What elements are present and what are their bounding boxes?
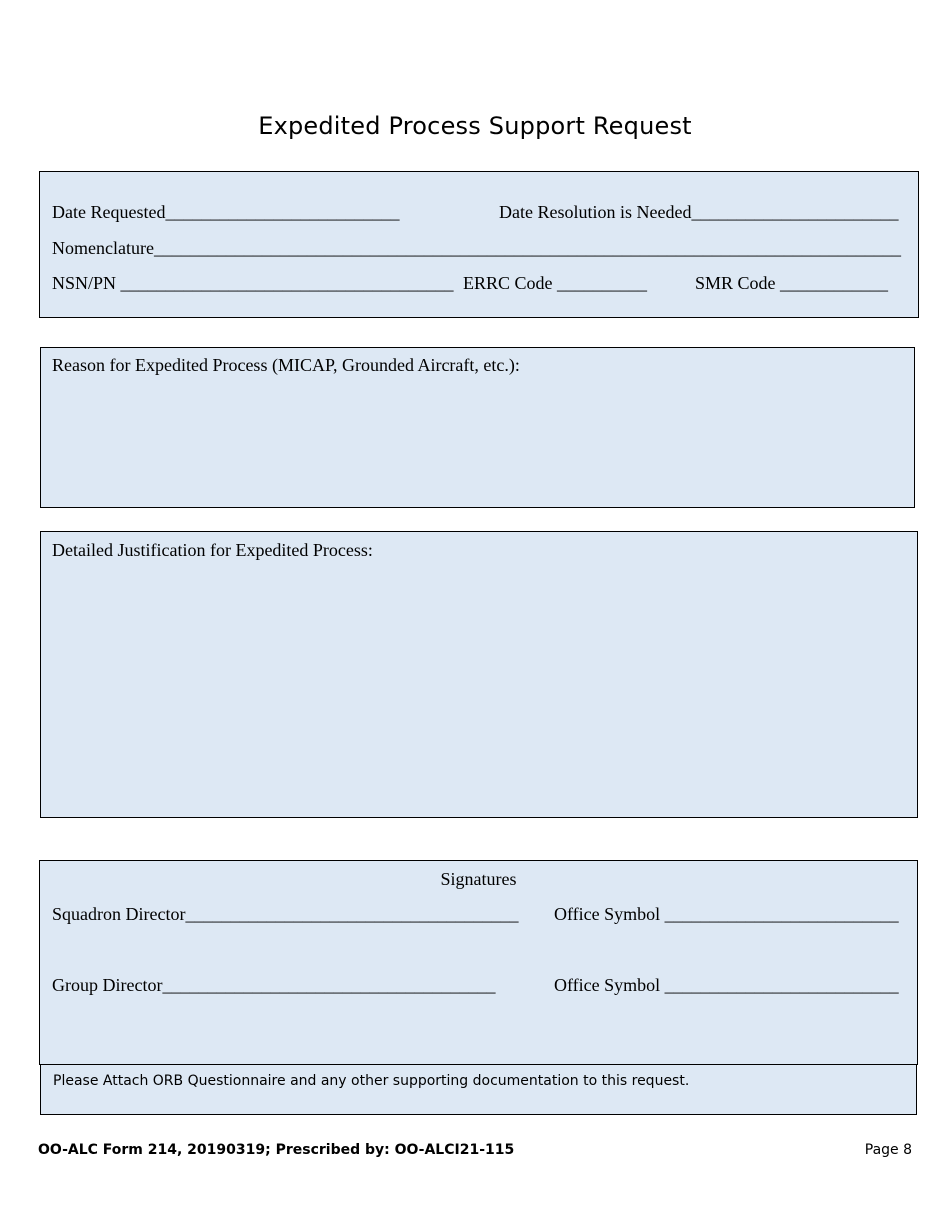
errc-code-field[interactable]: ERRC Code __________ <box>463 273 648 293</box>
office-symbol-field-1[interactable]: Office Symbol __________________________ <box>554 904 899 924</box>
reason-box[interactable] <box>40 347 915 508</box>
request-info-box <box>39 171 919 318</box>
page-title: Expedited Process Support Request <box>258 112 692 140</box>
nomenclature-field[interactable]: Nomenclature___________________________________________________________________________________ <box>52 238 901 258</box>
form-identifier: OO-ALC Form 214, 20190319; Prescribed by: OO-ALCI21-115 <box>38 1142 515 1158</box>
office-symbol-field-2[interactable]: Office Symbol __________________________ <box>554 975 899 995</box>
attach-note-text: Please Attach ORB Questionnaire and any other supporting documentation to this request. <box>53 1073 690 1089</box>
smr-code-field[interactable]: SMR Code ____________ <box>695 273 889 293</box>
group-director-field[interactable]: Group Director_____________________________________ <box>52 975 496 995</box>
page-number: Page 8 <box>864 1142 912 1158</box>
signatures-box <box>39 860 918 1065</box>
justification-box[interactable] <box>40 531 918 818</box>
squadron-director-field[interactable]: Squadron Director_____________________________________ <box>52 904 519 924</box>
date-requested-field[interactable]: Date Requested__________________________ <box>52 202 400 222</box>
nsn-pn-field[interactable]: NSN/PN _____________________________________ <box>52 273 454 293</box>
signatures-heading: Signatures <box>440 869 517 889</box>
attach-note-box <box>40 1063 917 1115</box>
date-resolution-field[interactable]: Date Resolution is Needed_______________________ <box>499 202 899 222</box>
justification-label: Detailed Justification for Expedited Process: <box>52 540 373 560</box>
reason-label: Reason for Expedited Process (MICAP, Grounded Aircraft, etc.): <box>52 355 520 375</box>
